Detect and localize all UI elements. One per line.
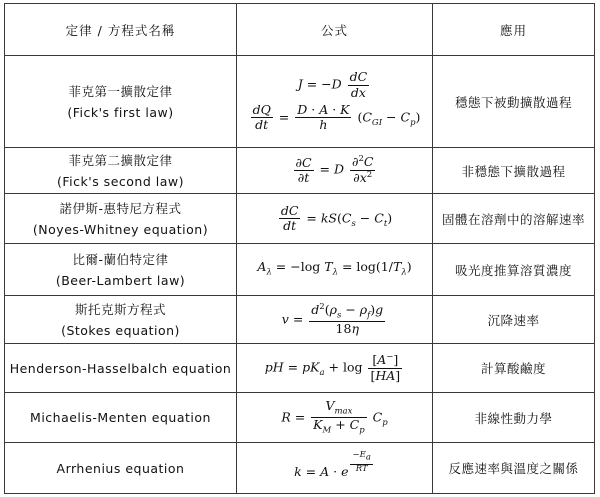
formula-beer-lambert: $A_\lambda = -\log$ $T_\lambda = \log(1/T_\lambda)$	[237, 244, 433, 296]
header-formula: 公式	[237, 4, 433, 56]
usage-cell: 非線性動力學	[433, 393, 595, 443]
formula-cell	[237, 56, 433, 148]
fraction: $\frac{dC}{dx}$	[349, 69, 368, 100]
table-row	[5, 244, 595, 296]
usage-cell: 反應速率與溫度之關係	[433, 443, 595, 494]
formula-fick1-flux: J = −D $\frac{dC}{dx}$	[297, 69, 368, 100]
usage-cell: 沉降速率	[433, 296, 595, 344]
law-name-en: Henderson-Hasselbalch equation	[9, 360, 232, 376]
law-name-en: (Beer-Lambert law)	[55, 272, 186, 288]
usage-cell: 計算酸鹼度	[433, 344, 595, 393]
table-row	[5, 56, 595, 148]
law-name-en: (Fick's second law)	[57, 173, 184, 189]
law-name-cell	[5, 244, 237, 296]
law-name-zh: 菲克第二擴散定律	[68, 152, 173, 168]
law-name-en: (Fick's first law)	[67, 104, 174, 120]
law-name-cell	[5, 148, 237, 194]
usage-cell: 固體在溶劑中的溶解速率	[433, 194, 595, 244]
formula-fick2: $\frac{\partial C}{\partial t}$ = D $\frac{\partial^2C}{\partial x^2}$	[237, 148, 433, 194]
usage-cell: 非穩態下擴散過程	[433, 148, 595, 194]
usage-cell: 穩態下被動擴散過程	[433, 56, 595, 148]
law-name-cell	[5, 194, 237, 244]
table-row	[5, 344, 595, 393]
law-name-en: (Stokes equation)	[61, 322, 180, 338]
table-row	[5, 443, 595, 494]
law-name-zh: 菲克第一擴散定律	[68, 83, 173, 99]
header-row	[5, 4, 595, 56]
law-name-en: (Noyes-Whitney equation)	[32, 221, 209, 237]
formula-henderson-hasselbalch: pH = $pK_a + \log$ $\frac{[A^-]}{[HA]}$	[237, 344, 433, 393]
formula-michaelis-menten: R = $\frac{V_{max}}{K_M + C_p}$ $C_p$	[237, 393, 433, 443]
law-name-cell	[5, 296, 237, 344]
header-name: 定律 / 方程式名稱	[5, 4, 237, 56]
formula-arrhenius: k = A · e $^{\frac{-E_a}{RT}}$	[237, 443, 433, 494]
law-name-zh: 斯托克斯方程式	[74, 301, 166, 317]
usage-cell: 吸光度推算溶質濃度	[433, 244, 595, 296]
formula-table	[4, 3, 595, 494]
formula-noyes-whitney: $\frac{dC}{dt}$ = $kS(C_s - C_t)$	[237, 194, 433, 244]
table-row	[5, 194, 595, 244]
table-row	[5, 148, 595, 194]
table-row	[5, 393, 595, 443]
law-name-en: Michaelis-Menten equation	[30, 410, 211, 425]
law-name-cell	[5, 443, 237, 494]
law-name-cell	[5, 56, 237, 148]
law-name-zh: 比爾-蘭伯特定律	[72, 251, 169, 267]
header-usage: 應用	[433, 4, 595, 56]
law-name-cell	[5, 344, 237, 393]
law-name-zh: 諾伊斯-惠特尼方程式	[59, 200, 182, 216]
law-name-en: Arrhenius equation	[56, 460, 185, 476]
table-row	[5, 296, 595, 344]
formula-stokes: v = $\frac{d^2(\rho_s - \rho_f)g}{18\eta}$	[237, 296, 433, 344]
formula-fick1-rate: $\frac{dQ}{dt}$ = $\frac{D \cdot A \cdot K}{h}$ $(C_{GI} - C_p)$	[252, 102, 421, 133]
law-name-cell	[5, 393, 237, 443]
